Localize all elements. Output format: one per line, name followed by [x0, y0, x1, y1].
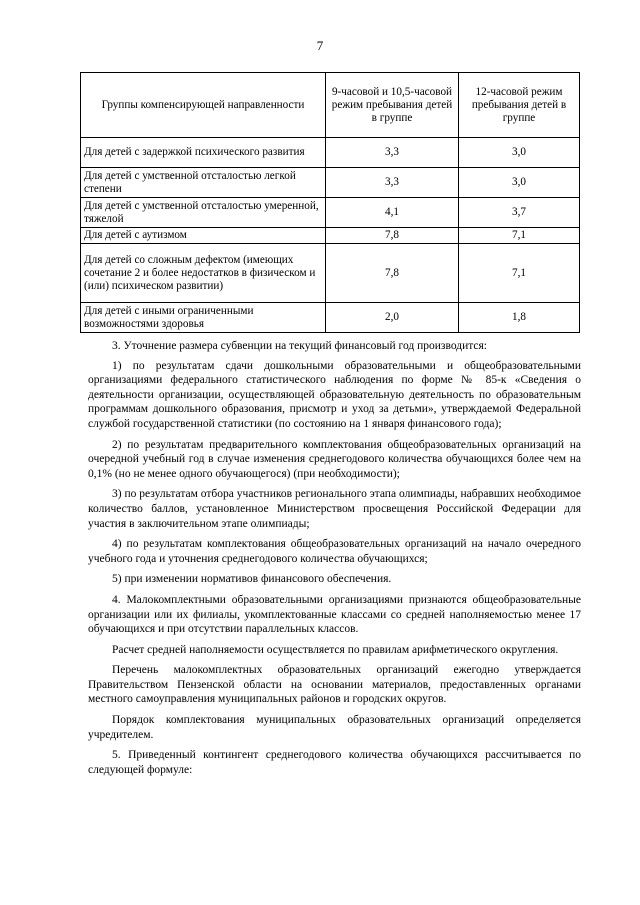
header-group: Группы компенсирующей направленности	[81, 73, 326, 138]
row-value-9: 2,0	[326, 303, 459, 333]
page-number: 7	[316, 38, 324, 53]
row-group: Для детей с умственной отсталостью умеренной, тяжелой	[81, 198, 326, 228]
paragraph-item-4: 4) по результатам комплектования общеобразовательных организаций на начало очередного учебного года и уточнения среднегодового количества обучающихся;	[88, 538, 581, 565]
paragraph-item-5: 5) при изменении нормативов финансового обеспечения.	[112, 573, 392, 586]
table-row	[81, 138, 580, 168]
paragraph-item-1: 1) по результатам сдачи дошкольными образовательными и общеобразовательными организациями федерального статистического наблюдения по форме № 85-к «Сведения о деятельности организации, осуществляющей образовательную деятельность по образовательным программам дошкольного образования, присмотр и уход за детьми», утверждаемой Федеральной службой государственной статистики (по состоянию на 1 января финансового года);	[88, 359, 581, 430]
row-group: Для детей с задержкой психического развития	[81, 138, 326, 168]
row-value-9: 4,1	[326, 198, 459, 228]
paragraph-clause-5: 5. Приведенный контингент среднегодового количества обучающихся рассчитывается по следующей формуле:	[88, 749, 581, 776]
row-value-12: 3,7	[459, 198, 580, 228]
table-row	[81, 198, 580, 228]
header-12-hour: 12-часовой режим пребывания детей в группе	[459, 73, 580, 138]
header-9-hour: 9-часовой и 10,5-часовой режим пребывания детей в группе	[326, 73, 459, 138]
row-value-12: 7,1	[459, 244, 580, 303]
row-value-12: 3,0	[459, 138, 580, 168]
row-value-9: 3,3	[326, 168, 459, 198]
table-header-row	[81, 73, 580, 138]
row-value-9: 7,8	[326, 244, 459, 303]
table-row	[81, 168, 580, 198]
table-row	[81, 303, 580, 333]
paragraph-item-2: 2) по результатам предварительного комплектования общеобразовательных организаций на очередной учебный год в случае изменения среднегодового количества обучающихся более чем на 0,1% (но не менее одного обучающегося) (при необходимости);	[88, 438, 581, 480]
table-row	[81, 228, 580, 244]
row-group: Для детей со сложным дефектом (имеющих сочетание 2 и более недостатков в физическом и (или) психическом развитии)	[81, 244, 326, 303]
row-group: Для детей с иными ограниченными возможностями здоровья	[81, 303, 326, 333]
paragraph-item-3: 3) по результатам отбора участников регионального этапа олимпиады, набравших необходимое количество баллов, установленное Министерством просвещения Российской Федерации для участия в заключительном этапе олимпиады;	[88, 488, 581, 530]
row-value-12: 1,8	[459, 303, 580, 333]
paragraph-staffing-order: Порядок комплектования муниципальных образовательных организаций определяется учредителем.	[88, 714, 581, 741]
row-value-12: 3,0	[459, 168, 580, 198]
document-body	[88, 339, 581, 783]
row-value-12: 7,1	[459, 228, 580, 244]
paragraph-clause-3: 3. Уточнение размера субвенции на текущий финансовый год производится:	[112, 340, 487, 352]
paragraph-list-approval: Перечень малокомплектных образовательных организаций ежегодно утверждается Правительством Пензенской области на основании материалов, предоставленных органами местного самоуправления муниципальных районов и городских округов.	[88, 664, 581, 706]
paragraph-clause-4: 4. Малокомплектными образовательными организациями признаются общеобразовательные организации или их филиалы, укомплектованные классами со средней наполняемостью менее 17 обучающихся и при отсутствии параллельных классов.	[88, 593, 581, 636]
row-group: Для детей с умственной отсталостью легкой степени	[81, 168, 326, 198]
paragraph-rounding: Расчет средней наполняемости осуществляется по правилам арифметического округления.	[112, 643, 559, 656]
row-value-9: 3,3	[326, 138, 459, 168]
row-group: Для детей с аутизмом	[81, 228, 326, 244]
norms-table	[80, 72, 580, 333]
row-value-9: 7,8	[326, 228, 459, 244]
table-row	[81, 244, 580, 303]
